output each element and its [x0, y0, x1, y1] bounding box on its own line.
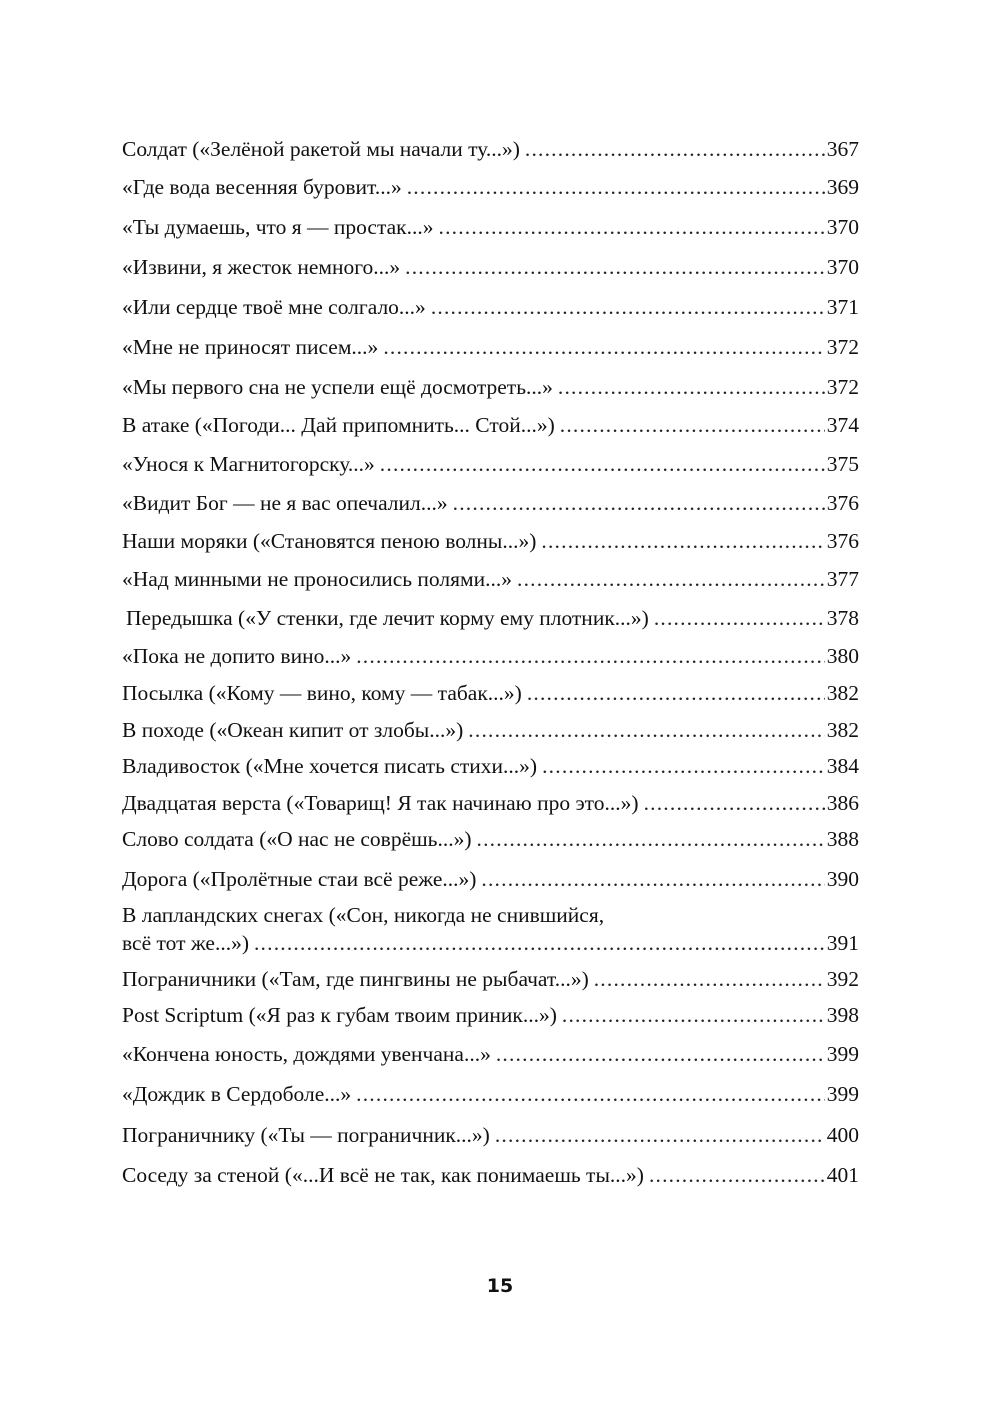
toc-entry	[122, 1002, 859, 1028]
dot-leader	[594, 966, 825, 992]
toc-entry-page: 388	[826, 827, 859, 851]
toc-entry	[122, 174, 859, 200]
toc-entry-page: 375	[826, 452, 859, 476]
toc-entry-page: 376	[826, 491, 859, 515]
toc-entry-page: 380	[826, 644, 859, 668]
toc-entry	[122, 566, 859, 592]
dot-leader	[644, 790, 825, 816]
toc-entry-page: 386	[826, 791, 859, 815]
toc-entry-page: 371	[826, 295, 859, 319]
toc-entry-title: Посылка («Кому — вино, кому — табак...»)	[122, 681, 522, 705]
toc-entry-title: Владивосток («Мне хочется писать стихи...»)	[122, 754, 538, 778]
toc-entry-title: Передышка («У стенки, где лечит корму ему плотник...»)	[126, 606, 649, 630]
toc-entry	[122, 866, 859, 892]
toc-entry-title: В лапландских снегах («Сон, никогда не снившийся,	[122, 903, 605, 927]
toc-entry-page: 369	[826, 175, 859, 199]
dot-leader	[649, 1162, 825, 1188]
toc-entry-title: Post Scriptum («Я раз к губам твоим приник...»)	[122, 1003, 557, 1027]
dot-leader	[254, 930, 825, 956]
toc-entry-title: «Унося к Магнитогорску...»	[122, 452, 375, 476]
toc-entry	[122, 790, 859, 816]
toc-entry	[122, 902, 859, 956]
toc-entry	[122, 753, 859, 779]
toc-entry	[122, 214, 859, 240]
toc-entry	[122, 374, 859, 400]
toc-entry-page: 378	[826, 606, 859, 630]
dot-leader	[439, 214, 825, 240]
dot-leader	[558, 374, 825, 400]
dot-leader	[356, 1081, 825, 1107]
toc-entry-title: «Извини, я жесток немного...»	[122, 255, 401, 279]
toc-entry	[122, 966, 859, 992]
toc-entry	[122, 1122, 859, 1148]
toc-entry-page: 382	[826, 681, 859, 705]
dot-leader	[380, 451, 825, 477]
toc-entry-page: 370	[826, 255, 859, 279]
dot-leader	[356, 643, 825, 669]
toc-entry-title: «Мы первого сна не успели ещё досмотреть...»	[122, 375, 553, 399]
dot-leader	[453, 490, 825, 516]
toc-entry-page: 376	[826, 529, 859, 553]
dot-leader	[496, 1041, 825, 1067]
toc-entry-title: «Мне не приносят писем...»	[122, 335, 379, 359]
toc-entry	[122, 605, 859, 631]
dot-leader	[560, 412, 825, 438]
toc-entry-title: Соседу за стеной («...И всё не так, как понимаешь ты...»)	[122, 1163, 644, 1187]
toc-entry-page: 399	[826, 1042, 859, 1066]
toc-entry-page: 370	[826, 215, 859, 239]
toc-entry-page: 367	[826, 137, 859, 161]
toc-entry	[122, 412, 859, 438]
toc-entry	[122, 490, 859, 516]
toc-entry	[122, 136, 859, 162]
dot-leader	[431, 294, 825, 320]
dot-leader	[495, 1122, 825, 1148]
toc-entry	[122, 1081, 859, 1107]
dot-leader	[525, 136, 825, 162]
toc-entry	[122, 1041, 859, 1067]
toc-entry-page: 390	[826, 867, 859, 891]
dot-leader	[527, 680, 825, 706]
toc-entry-title: «Над минными не проносились полями...»	[122, 567, 512, 591]
dot-leader	[517, 566, 825, 592]
toc-entry-title: Пограничники («Там, где пингвины не рыбачат...»)	[122, 967, 589, 991]
toc-entry	[122, 254, 859, 280]
dot-leader	[405, 254, 825, 280]
table-of-contents	[122, 0, 859, 1230]
page-number: 15	[486, 1275, 514, 1297]
toc-entry-title: Пограничнику («Ты — пограничник...»)	[122, 1123, 490, 1147]
dot-leader	[562, 1002, 825, 1028]
toc-entry-title: «Кончена юность, дождями увенчана...»	[122, 1042, 491, 1066]
toc-entry	[122, 643, 859, 669]
toc-entry-page: 377	[826, 567, 859, 591]
toc-entry-page: 399	[826, 1082, 859, 1106]
toc-entry-page: 384	[826, 754, 859, 778]
dot-leader	[407, 174, 825, 200]
toc-entry-page: 400	[826, 1123, 859, 1147]
toc-entry-title: В походе («Океан кипит от злобы...»)	[122, 718, 464, 742]
toc-entry	[122, 528, 859, 554]
toc-entry-title: «Дождик в Сердоболе...»	[122, 1082, 352, 1106]
toc-entry	[122, 294, 859, 320]
toc-entry-page: 392	[826, 967, 859, 991]
dot-leader	[654, 605, 825, 631]
toc-entry-page: 372	[826, 335, 859, 359]
toc-entry-page: 391	[826, 931, 859, 955]
toc-entry	[122, 717, 859, 743]
dot-leader	[468, 717, 824, 743]
toc-entry-title-continued: всё тот же...»)	[122, 931, 249, 955]
toc-entry-title: В атаке («Погоди... Дай припомнить... Стой...»)	[122, 413, 555, 437]
toc-entry-title: Наши моряки («Становятся пеною волны...»)	[122, 529, 537, 553]
toc-entry-title: «Или сердце твоё мне солгало...»	[122, 295, 426, 319]
toc-entry-page: 401	[826, 1163, 859, 1187]
toc-entry-title: «Где вода весенняя буровит...»	[122, 175, 402, 199]
toc-entry-title: Двадцатая верста («Товарищ! Я так начинаю про это...»)	[122, 791, 639, 815]
toc-entry-title: Солдат («Зелёной ракетой мы начали ту...»)	[122, 137, 520, 161]
toc-entry-title: «Пока не допито вино...»	[122, 644, 352, 668]
toc-entry-title: Слово солдата («О нас не соврёшь...»)	[122, 827, 472, 851]
dot-leader	[481, 866, 824, 892]
toc-entry	[122, 1162, 859, 1188]
toc-entry-title: «Ты думаешь, что я — простак...»	[122, 215, 434, 239]
toc-entry	[122, 826, 859, 852]
toc-entry-page: 372	[826, 375, 859, 399]
dot-leader	[542, 753, 825, 779]
dot-leader	[383, 334, 824, 360]
toc-entry	[122, 334, 859, 360]
toc-entry	[122, 451, 859, 477]
toc-entry-title: Дорога («Пролётные стаи всё реже...»)	[122, 867, 477, 891]
dot-leader	[477, 826, 825, 852]
toc-entry-title: «Видит Бог — не я вас опечалил...»	[122, 491, 448, 515]
toc-entry-page: 374	[826, 413, 859, 437]
toc-entry-page: 382	[826, 718, 859, 742]
toc-entry-page: 398	[826, 1003, 859, 1027]
dot-leader	[541, 528, 824, 554]
toc-entry	[122, 680, 859, 706]
